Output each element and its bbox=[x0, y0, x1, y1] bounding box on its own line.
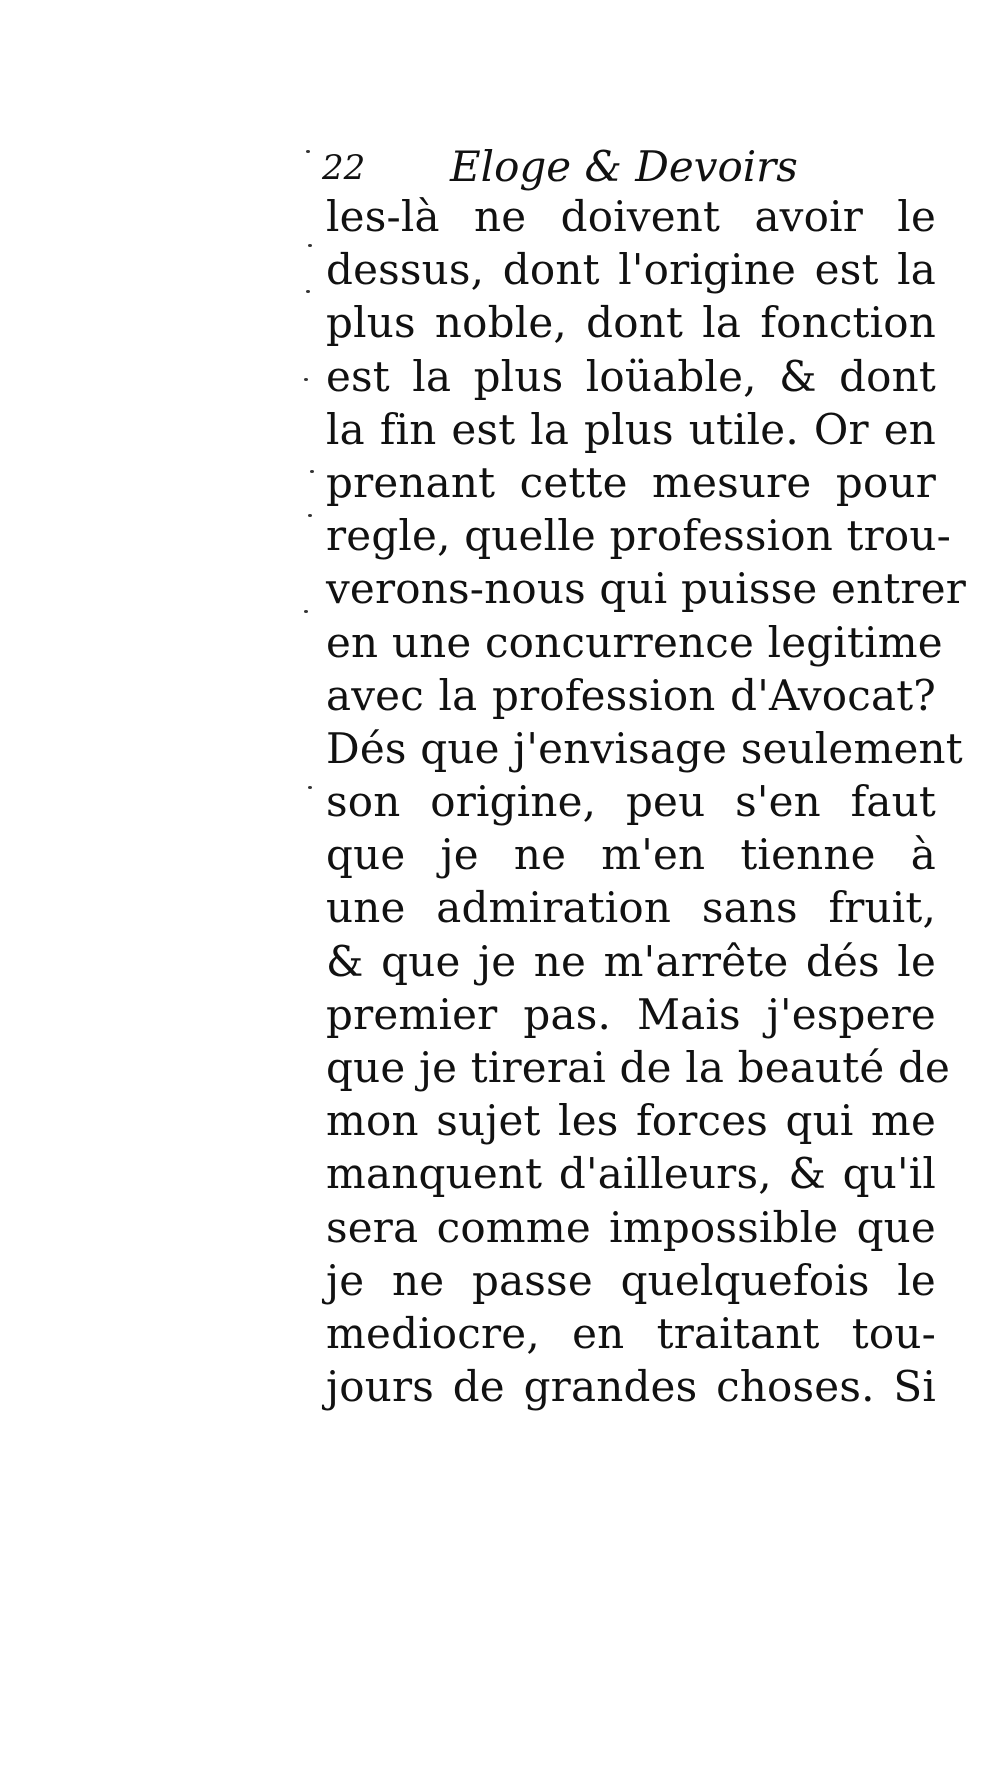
ink-speck bbox=[304, 610, 308, 613]
text-line: prenant cette mesure pour bbox=[326, 457, 936, 507]
text-line: & que je ne m'arrête dés le bbox=[326, 936, 936, 986]
ink-speck bbox=[308, 244, 312, 247]
text-line: premier pas. Mais j'espere bbox=[326, 989, 936, 1039]
text-line: plus noble, dont la fonction bbox=[326, 298, 936, 348]
text-line: que je tirerai de la beauté de bbox=[326, 1043, 951, 1092]
page-number: 22 bbox=[322, 148, 366, 188]
text-line: mon sujet les forces qui me bbox=[326, 1096, 936, 1146]
text-line: jours de grandes choses. Si bbox=[326, 1362, 936, 1412]
ink-speck bbox=[306, 150, 310, 153]
margin-specks bbox=[300, 150, 320, 1350]
ink-speck bbox=[304, 378, 308, 381]
body-text bbox=[326, 190, 967, 1413]
text-line: que je ne m'en tienne à bbox=[326, 830, 936, 880]
page-header bbox=[322, 142, 942, 192]
text-line: manquent d'ailleurs, & qu'il bbox=[326, 1149, 936, 1199]
text-line: verons-nous qui puisse entrer bbox=[326, 564, 967, 614]
text-line: les-là ne doivent avoir le bbox=[326, 192, 936, 241]
text-line: avec la profession d'Avocat? bbox=[326, 670, 936, 720]
text-line: Dés que j'envisage seulement bbox=[326, 723, 963, 773]
text-line: je ne passe quelquefois le bbox=[326, 1255, 936, 1305]
ink-speck bbox=[308, 786, 312, 789]
text-line: mediocre, en traitant tou- bbox=[326, 1308, 936, 1358]
text-line: est la plus loüable, & dont bbox=[326, 351, 936, 401]
text-line: une admiration sans fruit, bbox=[326, 883, 936, 933]
ink-speck bbox=[308, 514, 312, 517]
text-line: la fin est la plus utile. Or en bbox=[326, 404, 936, 454]
text-line: en une concurrence legitime bbox=[326, 617, 943, 667]
text-line: dessus, dont l'origine est la bbox=[326, 245, 936, 295]
running-title: Eloge & Devoirs bbox=[450, 142, 798, 191]
text-line: regle, quelle profession trou- bbox=[326, 511, 952, 561]
ink-speck bbox=[310, 470, 314, 473]
text-line: sera comme impossible que bbox=[326, 1202, 936, 1252]
text-line: son origine, peu s'en faut bbox=[326, 777, 936, 827]
ink-speck bbox=[306, 290, 310, 293]
